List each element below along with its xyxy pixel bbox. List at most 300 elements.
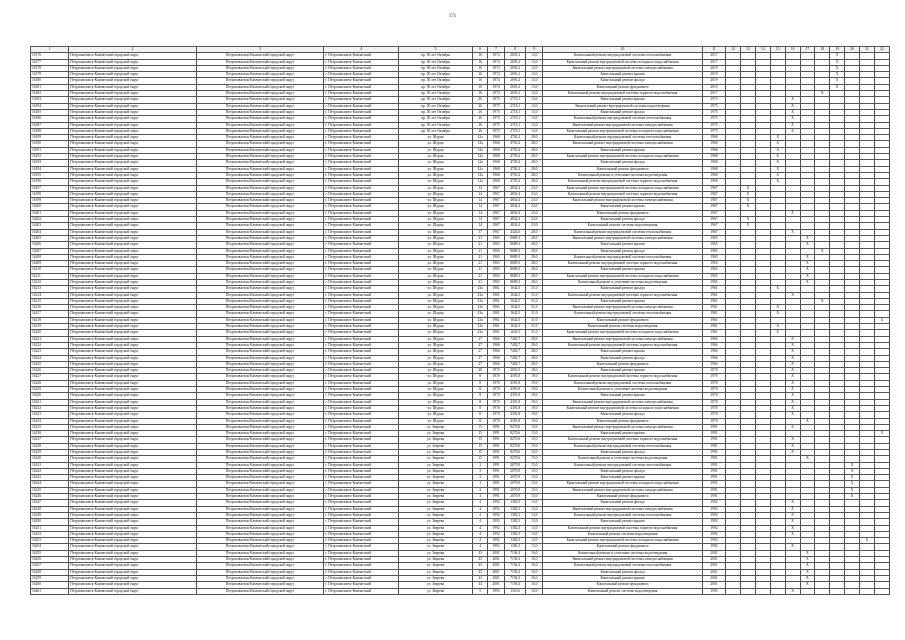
- area-cell: 7402,7: [505, 361, 526, 367]
- city-cell: г. Петропавловск-Камчатский: [324, 557, 398, 563]
- district-cell: Петропавловск-Камчатский городской округ: [196, 424, 324, 430]
- row-id-cell: 16180: [31, 78, 69, 84]
- row-id-cell: 16209: [31, 261, 69, 267]
- area-cell: 7194,4: [505, 563, 526, 569]
- area-cell: 4834,4: [505, 217, 526, 223]
- house-cell: 43: [473, 557, 488, 563]
- build-year-cell: 1966: [488, 355, 505, 361]
- municipality-cell: Петропавловск-Камчатский городской округ: [69, 374, 197, 380]
- year-cell: 1961: [702, 330, 725, 336]
- district-cell: Петропавловск-Камчатский городской округ: [196, 128, 324, 134]
- street-cell: ул. Шурца: [398, 223, 472, 229]
- street-cell: ул. Шурца: [398, 412, 472, 418]
- municipality-cell: Петропавловск-Камчатский городской округ: [69, 393, 197, 399]
- year-cell: 1970: [702, 418, 725, 424]
- value-cell: 13,0: [526, 500, 543, 506]
- column-number-header: 3: [196, 47, 324, 53]
- house-cell: 4: [473, 531, 488, 537]
- district-cell: Петропавловск-Камчатский городской округ: [196, 387, 324, 393]
- row-id-cell: 16250: [31, 519, 69, 525]
- municipality-cell: Петропавловск-Камчатский городской округ: [69, 311, 197, 317]
- house-cell: 21: [473, 235, 488, 241]
- row-id-cell: 16247: [31, 500, 69, 506]
- year-cell: 1992: [702, 519, 725, 525]
- house-cell: 14: [473, 210, 488, 216]
- street-cell: ул. Шурца: [398, 361, 472, 367]
- street-cell: ул. Шурца: [398, 166, 472, 172]
- city-cell: г. Петропавловск-Камчатский: [324, 109, 398, 115]
- row-id-cell: 16235: [31, 424, 69, 430]
- value-cell: 13,0: [526, 122, 543, 128]
- municipality-cell: Петропавловск-Камчатский городской округ: [69, 122, 197, 128]
- work-type-cell: Капитальный ремонт внутридомовой системы электроснабжения: [543, 487, 702, 493]
- work-type-cell: Капитальный ремонт и утепление системы водоотведения: [543, 456, 702, 462]
- work-type-cell: Капитальный ремонт внутридомовой системы теплоснабжения: [543, 135, 702, 141]
- house-cell: 4: [473, 544, 488, 550]
- value-cell: 28,0: [526, 172, 543, 178]
- year-cell: 1970: [702, 399, 725, 405]
- row-id-cell: 16217: [31, 311, 69, 317]
- house-cell: 26: [473, 128, 488, 134]
- work-type-cell: Капитальный ремонт крыши: [543, 475, 702, 481]
- city-cell: г. Петропавловск-Камчатский: [324, 582, 398, 588]
- build-year-cell: 1991: [488, 431, 505, 437]
- row-id-cell: 16241: [31, 462, 69, 468]
- mark-cell: X: [770, 172, 785, 178]
- district-cell: Петропавловск-Камчатский городской округ: [196, 185, 324, 191]
- mark-cell: [770, 588, 785, 594]
- city-cell: г. Петропавловск-Камчатский: [324, 286, 398, 292]
- city-cell: г. Петропавловск-Камчатский: [324, 103, 398, 109]
- year-cell: 1975: [702, 128, 725, 134]
- district-cell: Петропавловск-Камчатский городской округ: [196, 324, 324, 330]
- municipality-cell: Петропавловск-Камчатский городской округ: [69, 185, 197, 191]
- build-year-cell: 1975: [488, 128, 505, 134]
- work-type-cell: Капитальный ремонт внутридомовой системы горячего водоснабжения: [543, 525, 702, 531]
- municipality-cell: Петропавловск-Камчатский городской округ: [69, 544, 197, 550]
- work-type-cell: Капитальный ремонт внутридомовой системы горячего водоснабжения: [543, 374, 702, 380]
- district-cell: Петропавловск-Камчатский городской округ: [196, 204, 324, 210]
- work-type-cell: Капитальный ремонт внутридомовой системы электроснабжения: [543, 122, 702, 128]
- build-year-cell: 1967: [488, 210, 505, 216]
- value-cell: 13,0: [526, 525, 543, 531]
- municipality-cell: Петропавловск-Камчатский городской округ: [69, 223, 197, 229]
- year-cell: 2019: [702, 84, 725, 90]
- house-cell: 21: [473, 279, 488, 285]
- row-id-cell: 16211: [31, 273, 69, 279]
- year-cell: 1992: [702, 544, 725, 550]
- value-cell: 28,0: [526, 179, 543, 185]
- mark-cell: X: [800, 563, 815, 569]
- district-cell: Петропавловск-Камчатский городской округ: [196, 286, 324, 292]
- row-id-cell: 16227: [31, 374, 69, 380]
- district-cell: Петропавловск-Камчатский городской округ: [196, 538, 324, 544]
- build-year-cell: 2001: [488, 582, 505, 588]
- value-cell: 19,0: [526, 412, 543, 418]
- work-type-cell: Капитальный ремонт внутридомовой системы холодного водоснабжения: [543, 273, 702, 279]
- work-type-cell: Капитальный ремонт и утепление системы водоотведения: [543, 550, 702, 556]
- city-cell: г. Петропавловск-Камчатский: [324, 374, 398, 380]
- area-cell: 2718,1: [505, 122, 526, 128]
- street-cell: ул. Зверева: [398, 487, 472, 493]
- mark-cell: X: [785, 103, 800, 109]
- mark-cell: X: [741, 185, 756, 191]
- area-cell: 4703,2: [505, 179, 526, 185]
- street-cell: пр. 50 лет Октября: [398, 103, 472, 109]
- column-number-header: 8: [505, 47, 526, 53]
- value-cell: 28,0: [526, 336, 543, 342]
- district-cell: Петропавловск-Камчатский городской округ: [196, 405, 324, 411]
- municipality-cell: Петропавловск-Камчатский городской округ: [69, 330, 197, 336]
- street-cell: пр. 50 лет Октября: [398, 91, 472, 97]
- year-cell: 1991: [702, 487, 725, 493]
- house-cell: 8: [473, 418, 488, 424]
- build-year-cell: 1974: [488, 59, 505, 65]
- house-cell: 14: [473, 191, 488, 197]
- value-cell: 15,0: [526, 487, 543, 493]
- work-type-cell: Капитальный ремонт крыши: [543, 97, 702, 103]
- municipality-cell: Петропавловск-Камчатский городской округ: [69, 462, 197, 468]
- year-cell: 1965: [702, 242, 725, 248]
- row-id-cell: 16219: [31, 324, 69, 330]
- district-cell: Петропавловск-Камчатский городской округ: [196, 191, 324, 197]
- build-year-cell: 2001: [488, 569, 505, 575]
- house-cell: 26: [473, 109, 488, 115]
- work-type-cell: Капитальный ремонт внутридомовой системы электроснабжения: [543, 305, 702, 311]
- district-cell: Петропавловск-Камчатский городской округ: [196, 519, 324, 525]
- work-type-cell: Капитальный ремонт крыши: [543, 147, 702, 153]
- area-cell: 8689,3: [505, 267, 526, 273]
- street-cell: ул. Шурца: [398, 273, 472, 279]
- municipality-cell: Петропавловск-Камчатский городской округ: [69, 109, 197, 115]
- build-year-cell: 1966: [488, 336, 505, 342]
- work-type-cell: Капитальный ремонт крыши: [543, 575, 702, 581]
- area-cell: 2691,2: [505, 78, 526, 84]
- value-cell: 28,0: [526, 154, 543, 160]
- district-cell: Петропавловск-Камчатский городской округ: [196, 179, 324, 185]
- year-cell: 1966: [702, 336, 725, 342]
- street-cell: пр. 50 лет Октября: [398, 84, 472, 90]
- year-cell: 1961: [702, 324, 725, 330]
- capital-repair-table-sheet: [30, 46, 890, 595]
- row-id-cell: 16234: [31, 418, 69, 424]
- area-cell: 1382,5: [505, 538, 526, 544]
- work-type-cell: Капитальный ремонт фасада: [543, 412, 702, 418]
- area-cell: 4391,8: [505, 380, 526, 386]
- row-id-cell: 16184: [31, 103, 69, 109]
- row-id-cell: 16238: [31, 443, 69, 449]
- build-year-cell: 1991: [488, 494, 505, 500]
- district-cell: Петропавловск-Камчатский городской округ: [196, 374, 324, 380]
- work-type-cell: Капитальный ремонт фундамента: [543, 582, 702, 588]
- area-cell: 8270,6: [505, 437, 526, 443]
- value-cell: 15,0: [526, 494, 543, 500]
- work-type-cell: Капитальный ремонт внутридомовой системы холодного водоснабжения: [543, 59, 702, 65]
- area-cell: 1382,5: [505, 519, 526, 525]
- street-cell: ул. Шурца: [398, 242, 472, 248]
- mark-cell: [755, 588, 770, 594]
- year-cell: 1991: [702, 494, 725, 500]
- year-cell: 1968: [702, 166, 725, 172]
- year-cell: 1966: [702, 342, 725, 348]
- value-cell: 13,0: [526, 97, 543, 103]
- row-id-cell: 16233: [31, 412, 69, 418]
- house-cell: 8: [473, 393, 488, 399]
- house-cell: 27: [473, 342, 488, 348]
- street-cell: ул. Шурца: [398, 324, 472, 330]
- year-cell: 1968: [702, 147, 725, 153]
- build-year-cell: 1967: [488, 223, 505, 229]
- street-cell: ул. Шурца: [398, 298, 472, 304]
- street-cell: ул. Зверева: [398, 424, 472, 430]
- municipality-cell: Петропавловск-Камчатский городской округ: [69, 97, 197, 103]
- area-cell: 7194,4: [505, 582, 526, 588]
- row-id-cell: 16192: [31, 154, 69, 160]
- house-cell: 21: [473, 273, 488, 279]
- column-number-header: 6: [473, 47, 488, 53]
- area-cell: 4703,2: [505, 166, 526, 172]
- municipality-cell: Петропавловск-Камчатский городской округ: [69, 588, 197, 594]
- city-cell: г. Петропавловск-Камчатский: [324, 179, 398, 185]
- area-cell: 4834,4: [505, 223, 526, 229]
- row-id-cell: 16191: [31, 147, 69, 153]
- area-cell: 2691,2: [505, 91, 526, 97]
- municipality-cell: Петропавловск-Камчатский городской округ: [69, 450, 197, 456]
- work-type-cell: Капитальный ремонт внутридомовой системы горячего водоснабжения: [543, 179, 702, 185]
- value-cell: 19,0: [526, 387, 543, 393]
- street-cell: ул. Шурца: [398, 160, 472, 166]
- build-year-cell: 1967: [488, 198, 505, 204]
- municipality-cell: Петропавловск-Камчатский городской округ: [69, 172, 197, 178]
- year-cell: 1968: [702, 154, 725, 160]
- build-year-cell: 1961: [488, 324, 505, 330]
- build-year-cell: 1970: [488, 387, 505, 393]
- street-cell: ул. Шурца: [398, 387, 472, 393]
- house-cell: 16: [473, 65, 488, 71]
- municipality-cell: Петропавловск-Камчатский городской округ: [69, 242, 197, 248]
- work-type-cell: Капитальный ремонт системы водоотведения: [543, 324, 702, 330]
- build-year-cell: 1968: [488, 154, 505, 160]
- city-cell: г. Петропавловск-Камчатский: [324, 229, 398, 235]
- mark-cell: X: [830, 84, 845, 90]
- house-cell: 8: [473, 374, 488, 380]
- work-type-cell: Капитальный ремонт фасада: [543, 450, 702, 456]
- street-cell: пр. 50 лет Октября: [398, 78, 472, 84]
- mark-cell: X: [830, 59, 845, 65]
- house-cell: 12а: [473, 141, 488, 147]
- row-id-cell: 16205: [31, 235, 69, 241]
- build-year-cell: 1992: [488, 519, 505, 525]
- house-cell: 3: [473, 468, 488, 474]
- column-number-header: 2: [69, 47, 197, 53]
- work-type-cell: Капитальный ремонт внутридомовой системы электроснабжения: [543, 141, 702, 147]
- district-cell: Петропавловск-Камчатский городской округ: [196, 59, 324, 65]
- municipality-cell: Петропавловск-Камчатский городской округ: [69, 431, 197, 437]
- build-year-cell: 1965: [488, 261, 505, 267]
- area-cell: 4834,4: [505, 191, 526, 197]
- row-id-cell: 16246: [31, 494, 69, 500]
- mark-cell: X: [741, 191, 756, 197]
- street-cell: ул. Зверева: [398, 550, 472, 556]
- area-cell: 1382,5: [505, 512, 526, 518]
- row-id-cell: 16176: [31, 53, 69, 59]
- year-cell: 1991: [702, 437, 725, 443]
- mark-cell: X: [785, 588, 800, 594]
- city-cell: г. Петропавловск-Камчатский: [324, 336, 398, 342]
- year-cell: 1991: [702, 450, 725, 456]
- area-cell: 4834,4: [505, 198, 526, 204]
- build-year-cell: 1992: [488, 531, 505, 537]
- value-cell: 13,0: [526, 78, 543, 84]
- work-type-cell: Капитальный ремонт внутридомовой системы горячего водоснабжения: [543, 437, 702, 443]
- street-cell: ул. Шурца: [398, 154, 472, 160]
- street-cell: ул. Шурца: [398, 286, 472, 292]
- value-cell: 16,0: [526, 582, 543, 588]
- mark-cell: [845, 588, 860, 594]
- house-cell: 16: [473, 84, 488, 90]
- house-cell: 12а: [473, 160, 488, 166]
- column-number-header: 5: [398, 47, 472, 53]
- mark-cell: X: [770, 147, 785, 153]
- city-cell: г. Петропавловск-Камчатский: [324, 242, 398, 248]
- municipality-cell: Петропавловск-Камчатский городской округ: [69, 235, 197, 241]
- year-cell: 1992: [702, 525, 725, 531]
- year-cell: 1966: [702, 361, 725, 367]
- work-type-cell: Капитальный ремонт фасада: [543, 569, 702, 575]
- row-id-cell: 16202: [31, 217, 69, 223]
- row-id-cell: 16186: [31, 116, 69, 122]
- area-cell: 8689,3: [505, 261, 526, 267]
- street-cell: ул. Зверева: [398, 519, 472, 525]
- mark-cell: X: [770, 179, 785, 185]
- value-cell: 28,0: [526, 147, 543, 153]
- value-cell: 28,0: [526, 235, 543, 241]
- street-cell: пр. 50 лет Октября: [398, 109, 472, 115]
- district-cell: Петропавловск-Камчатский городской округ: [196, 273, 324, 279]
- area-cell: 1382,5: [505, 500, 526, 506]
- value-cell: 13,0: [526, 103, 543, 109]
- mark-cell: X: [815, 298, 830, 304]
- municipality-cell: Петропавловск-Камчатский городской округ: [69, 65, 197, 71]
- mark-cell: X: [845, 487, 860, 493]
- house-cell: 4: [473, 525, 488, 531]
- district-cell: Петропавловск-Камчатский городской округ: [196, 494, 324, 500]
- mark-cell: X: [785, 519, 800, 525]
- row-id-cell: 16179: [31, 72, 69, 78]
- area-cell: 2691,2: [505, 59, 526, 65]
- column-number-header: 15: [770, 47, 785, 53]
- value-cell: 23,0: [526, 210, 543, 216]
- city-cell: г. Петропавловск-Камчатский: [324, 217, 398, 223]
- value-cell: 13,0: [526, 116, 543, 122]
- value-cell: 15,0: [526, 481, 543, 487]
- house-cell: 15: [473, 437, 488, 443]
- build-year-cell: 1970: [488, 374, 505, 380]
- area-cell: 8270,6: [505, 424, 526, 430]
- area-cell: 2052,5: [505, 368, 526, 374]
- house-cell: 27: [473, 361, 488, 367]
- mark-cell: X: [785, 512, 800, 518]
- work-type-cell: Капитальный ремонт фасада: [543, 286, 702, 292]
- year-cell: 2001: [702, 550, 725, 556]
- house-cell: 28: [473, 368, 488, 374]
- value-cell: 31,0: [526, 286, 543, 292]
- municipality-cell: Петропавловск-Камчатский городской округ: [69, 380, 197, 386]
- house-cell: 23а: [473, 298, 488, 304]
- year-cell: 1968: [702, 135, 725, 141]
- city-cell: г. Петропавловск-Камчатский: [324, 456, 398, 462]
- year-cell: 2001: [702, 582, 725, 588]
- district-cell: Петропавловск-Камчатский городской округ: [196, 160, 324, 166]
- build-year-cell: 1965: [488, 279, 505, 285]
- house-cell: 4: [473, 538, 488, 544]
- mark-cell: X: [741, 204, 756, 210]
- column-number-header: 16: [785, 47, 800, 53]
- year-cell: 2001: [702, 563, 725, 569]
- city-cell: г. Петропавловск-Камчатский: [324, 305, 398, 311]
- district-cell: Петропавловск-Камчатский городской округ: [196, 531, 324, 537]
- city-cell: г. Петропавловск-Камчатский: [324, 575, 398, 581]
- build-year-cell: 1968: [488, 179, 505, 185]
- street-cell: ул. Зверева: [398, 512, 472, 518]
- work-type-cell: Капитальный ремонт крыши: [543, 242, 702, 248]
- mark-cell: X: [785, 525, 800, 531]
- house-cell: 12а: [473, 135, 488, 141]
- row-id-cell: 16189: [31, 135, 69, 141]
- street-cell: ул. Шурца: [398, 279, 472, 285]
- municipality-cell: Петропавловск-Камчатский городской округ: [69, 563, 197, 569]
- city-cell: г. Петропавловск-Камчатский: [324, 210, 398, 216]
- street-cell: ул. Шурца: [398, 261, 472, 267]
- municipality-cell: Петропавловск-Камчатский городской округ: [69, 437, 197, 443]
- area-cell: 4834,4: [505, 210, 526, 216]
- district-cell: Петропавловск-Камчатский городской округ: [196, 141, 324, 147]
- area-cell: 7402,7: [505, 336, 526, 342]
- city-cell: г. Петропавловск-Камчатский: [324, 563, 398, 569]
- row-id-cell: 16237: [31, 437, 69, 443]
- house-cell: 23а: [473, 305, 488, 311]
- house-cell: 16: [473, 91, 488, 97]
- value-cell: 28,0: [526, 261, 543, 267]
- build-year-cell: 1992: [488, 544, 505, 550]
- row-id-cell: 16259: [31, 575, 69, 581]
- build-year-cell: 1974: [488, 72, 505, 78]
- district-cell: Петропавловск-Камчатский городской округ: [196, 506, 324, 512]
- area-cell: 2070,9: [505, 481, 526, 487]
- mark-cell: X: [800, 261, 815, 267]
- build-year-cell: 1974: [488, 84, 505, 90]
- house-cell: 4: [473, 512, 488, 518]
- district-cell: Петропавловск-Камчатский городской округ: [196, 431, 324, 437]
- area-cell: 2691,2: [505, 72, 526, 78]
- area-cell: 4834,4: [505, 204, 526, 210]
- area-cell: 4391,8: [505, 399, 526, 405]
- row-id-cell: 16177: [31, 59, 69, 65]
- table-body: [31, 53, 890, 595]
- street-cell: ул. Шурца: [398, 380, 472, 386]
- city-cell: г. Петропавловск-Камчатский: [324, 494, 398, 500]
- year-cell: 2019: [702, 72, 725, 78]
- build-year-cell: 1961: [488, 286, 505, 292]
- municipality-cell: Петропавловск-Камчатский городской округ: [69, 179, 197, 185]
- year-cell: 1967: [702, 217, 725, 223]
- value-cell: 19,0: [526, 418, 543, 424]
- district-cell: Петропавловск-Камчатский городской округ: [196, 135, 324, 141]
- year-cell: 1975: [702, 109, 725, 115]
- row-id-cell: 16248: [31, 506, 69, 512]
- mark-cell: X: [785, 405, 800, 411]
- value-cell: 13,0: [526, 59, 543, 65]
